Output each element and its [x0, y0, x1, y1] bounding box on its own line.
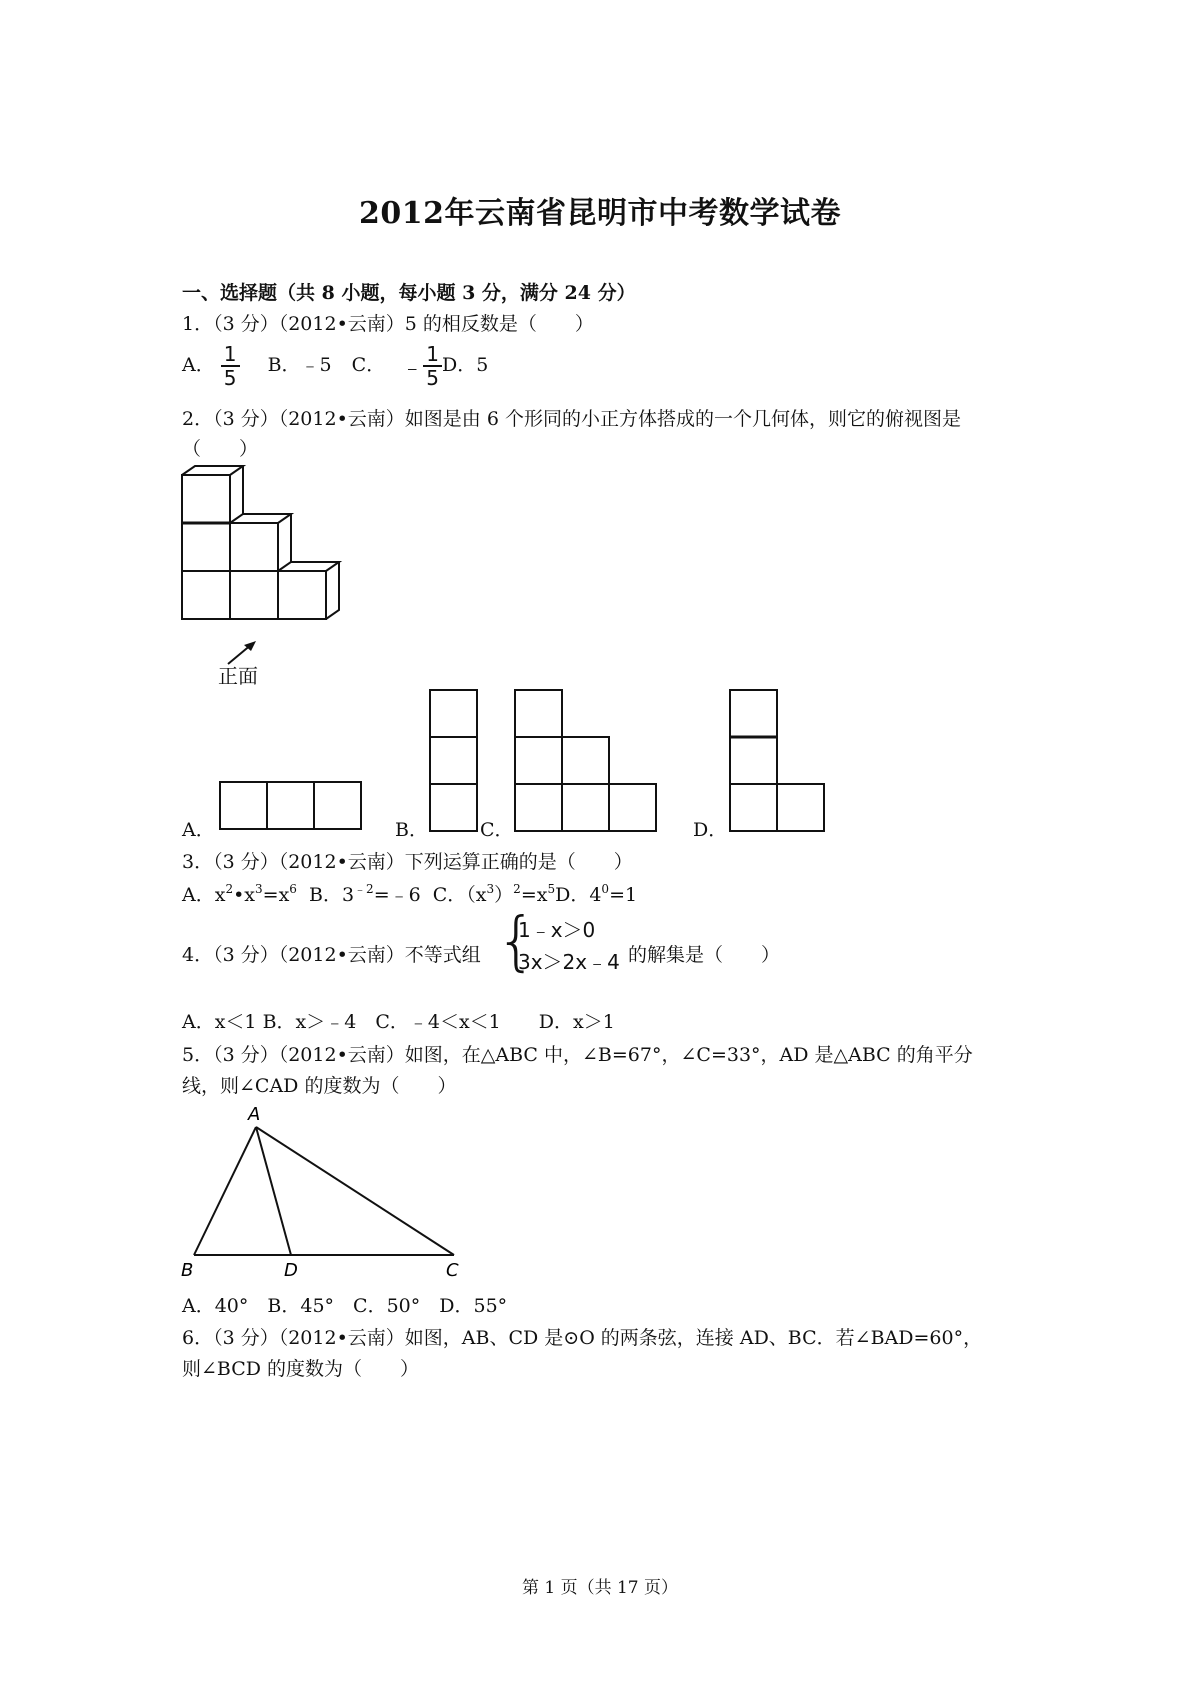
q4-brace: { [496, 905, 537, 979]
q3-a-sup3: 6 [289, 882, 297, 896]
q3-c-pre: C．（x [432, 884, 487, 906]
q1-c-denominator: 5 [426, 366, 440, 390]
q4-inequality-2: 3x＞2x﹣4 [518, 950, 620, 974]
q2-option-d-label: D． [693, 819, 728, 841]
q2-option-c-label: C． [480, 819, 514, 841]
q2-option-d-figure [728, 688, 828, 833]
q3-c-sup1: 3 [486, 882, 495, 896]
q6-stem-line2: 则∠BCD 的度数为（ ） [182, 1358, 420, 1380]
q5-triangle-figure [178, 1103, 468, 1283]
q3-a-sup1: 2 [225, 882, 234, 896]
q3-c-eq: =x [520, 884, 548, 906]
q3-stem: 3．（3 分）（2012•云南）下列运算正确的是（ ） [182, 851, 633, 873]
q3-options [182, 880, 637, 907]
q3-a-sup2: 3 [255, 882, 263, 896]
q3-c-sup3: 5 [547, 882, 556, 896]
q5-stem-line1: 5．（3 分）（2012•云南）如图，在△ABC 中，∠B=67°，∠C=33°，AD 是△ABC 的角平分 [182, 1044, 973, 1066]
q1-option-c-label: C． [351, 354, 386, 376]
q3-c-mid: ） [494, 884, 514, 906]
q6-stem-line1: 6．（3 分）（2012•云南）如图，AB、CD 是⊙O 的两条弦，连接 AD、BC．若∠BAD=60°， [182, 1327, 983, 1349]
q1-option-d: D．5 [442, 354, 489, 376]
vertex-c-label: C [446, 1260, 459, 1281]
q3-d-post: =1 [609, 884, 638, 906]
q2-option-c-figure [513, 688, 659, 833]
page-footer: 第 1 页（共 17 页） [521, 1578, 679, 1598]
q1-option-c-fraction [423, 343, 442, 389]
q1-c-minus: ﹣ [401, 355, 424, 381]
q2-solid-figure [178, 462, 358, 637]
q2-option-a-figure [218, 780, 364, 832]
q3-b-pre: B．3 [308, 884, 355, 906]
q5-stem-line2: 线，则∠CAD 的度数为（ ） [182, 1075, 457, 1097]
q4-options: A．x＜1 B．x＞﹣4 C．﹣4＜x＜1 D．x＞1 [182, 1011, 615, 1033]
q1-c-numerator: 1 [423, 343, 442, 367]
q2-option-b-figure [428, 688, 480, 833]
q4-stem-post: 的解集是（ ） [628, 944, 781, 966]
front-label: 正面 [218, 664, 258, 688]
q3-a-mid: •x [233, 884, 256, 906]
q3-d-pre: D．4 [555, 884, 602, 906]
vertex-a-label: A [248, 1104, 261, 1125]
q2-stem-line1: 2．（3 分）（2012•云南）如图是由 6 个形同的小正方体搭成的一个几何体，则它的俯视图是 [182, 408, 961, 430]
q4-stem-pre: 4．（3 分）（2012•云南）不等式组 [182, 944, 481, 966]
q1-option-a-label: A． [182, 354, 215, 376]
section-heading: 一、选择题（共 8 小题，每小题 3 分，满分 24 分） [182, 282, 636, 304]
q1-options [182, 343, 488, 389]
q1-stem: 1．（3 分）（2012•云南）5 的相反数是（ ） [182, 313, 594, 335]
q5-options: A．40° B．45° C．50° D．55° [182, 1295, 508, 1317]
q1-option-b: B．﹣5 [267, 354, 332, 376]
q3-d-sup: 0 [601, 882, 610, 896]
point-d-label: D [284, 1260, 298, 1281]
q1-a-numerator: 1 [221, 343, 240, 367]
q3-b-sup: ﹣2 [354, 882, 374, 896]
q2-option-a-label: A． [182, 819, 215, 841]
q3-a-eq: =x [262, 884, 290, 906]
side-ab [194, 1127, 256, 1255]
q3-a-pre: A．x [182, 884, 226, 906]
q1-option-a-fraction [221, 343, 240, 389]
vertex-b-label: B [181, 1260, 194, 1281]
q3-b-post: =﹣6 [373, 884, 421, 906]
q2-stem-line2: （ ） [182, 438, 259, 460]
q3-c-sup2: 2 [513, 882, 521, 896]
page-title: 2012年云南省昆明市中考数学试卷 [359, 196, 841, 231]
q4-inequality-1: 1﹣x＞0 [518, 918, 596, 942]
q2-option-b-label: B． [395, 819, 428, 841]
q1-a-denominator: 5 [223, 366, 237, 390]
